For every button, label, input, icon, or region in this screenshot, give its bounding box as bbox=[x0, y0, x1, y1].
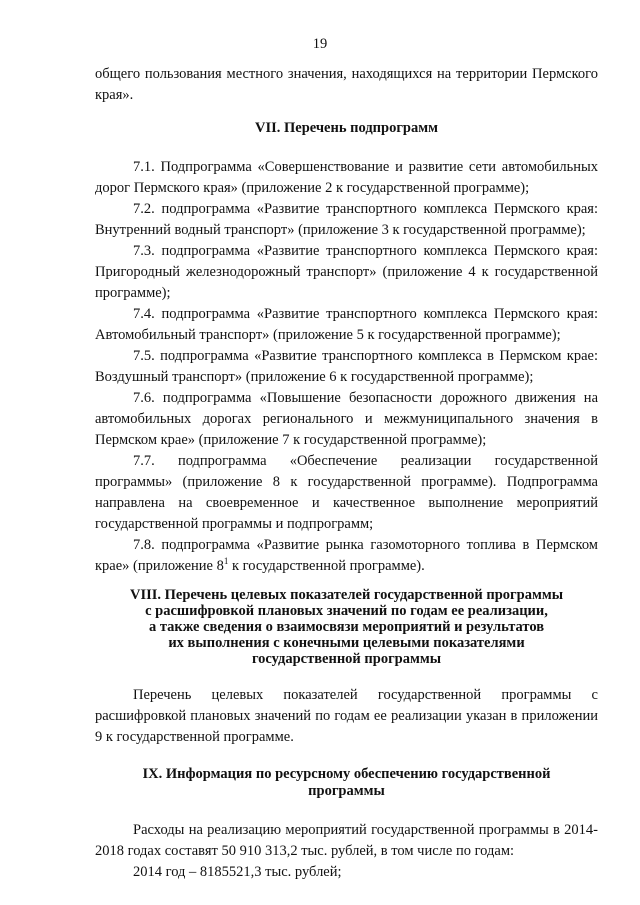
section-9-text: Расходы на реализацию мероприятий государственной программы в 2014-2018 годах составят 50 910 313,2 тыс. рублей, в том числе по годам: bbox=[95, 822, 598, 859]
subprogram-item: 7.6. подпрограмма «Повышение безопасности дорожного движения на автомобильных дорогах регионального и межмуниципального значения в Пермском крае» (приложение 7 к государственной программе); bbox=[95, 390, 598, 448]
item-8-text: 7.8. подпрограмма «Развитие рынка газомоторного топлива в Пермском крае» (приложение 8 bbox=[95, 537, 598, 574]
heading-line: их выполнения с конечными целевыми показателями bbox=[168, 635, 525, 651]
section-9-heading bbox=[95, 766, 598, 800]
heading-line: с расшифровкой плановых значений по годам ее реализации, bbox=[145, 603, 548, 619]
subprogram-item: 7.4. подпрограмма «Развитие транспортного комплекса Пермского края: Автомобильный транспорт» (приложение 5 к государственной программе); bbox=[95, 306, 598, 343]
section-8-heading bbox=[95, 587, 598, 667]
page-number: 19 bbox=[312, 36, 328, 52]
heading-line: VIII. Перечень целевых показателей государственной программы bbox=[129, 587, 564, 603]
intro-paragraph: общего пользования местного значения, находящихся на территории Пермского края». bbox=[95, 66, 598, 103]
item-8-superscript: 1 bbox=[223, 556, 229, 567]
section-8-text: Перечень целевых показателей государственной программы с расшифровкой плановых значений по годам ее реализации указан в приложении 9 к государственной программе. bbox=[95, 687, 598, 745]
item-8-text-end: к государственной программе). bbox=[228, 558, 425, 574]
heading-line: IX. Информация по ресурсному обеспечению государственной bbox=[142, 766, 551, 782]
subprogram-item: 7.2. подпрограмма «Развитие транспортного комплекса Пермского края: Внутренний водный транспорт» (приложение 3 к государственной программе); bbox=[95, 201, 598, 238]
subprogram-item: 7.7. подпрограмма «Обеспечение реализации государственной программы» (приложение 8 к государственной программе). Подпрограмма направлена на своевременное и качественное выполнение мероприятий государственной программы и подпрограмм; bbox=[95, 453, 598, 532]
section-9-year-line: 2014 год – 8185521,3 тыс. рублей; bbox=[133, 864, 342, 880]
heading-line: программы bbox=[308, 783, 385, 799]
document-body bbox=[95, 64, 598, 883]
subprogram-item: 7.5. подпрограмма «Развитие транспортного комплекса в Пермском крае: Воздушный транспорт» (приложение 6 к государственной программе); bbox=[95, 348, 598, 385]
subprogram-item: 7.1. Подпрограмма «Совершенствование и развитие сети автомобильных дорог Пермского края» (приложение 2 к государственной программе); bbox=[95, 159, 598, 196]
section-7-heading: VII. Перечень подпрограмм bbox=[255, 120, 438, 136]
heading-line: а также сведения о взаимосвязи мероприятий и результатов bbox=[148, 619, 545, 635]
heading-line: государственной программы bbox=[251, 651, 442, 667]
subprogram-item-8 bbox=[95, 535, 598, 577]
subprogram-item: 7.3. подпрограмма «Развитие транспортного комплекса Пермского края: Пригородный железнодорожный транспорт» (приложение 4 к государственной программе); bbox=[95, 243, 598, 301]
